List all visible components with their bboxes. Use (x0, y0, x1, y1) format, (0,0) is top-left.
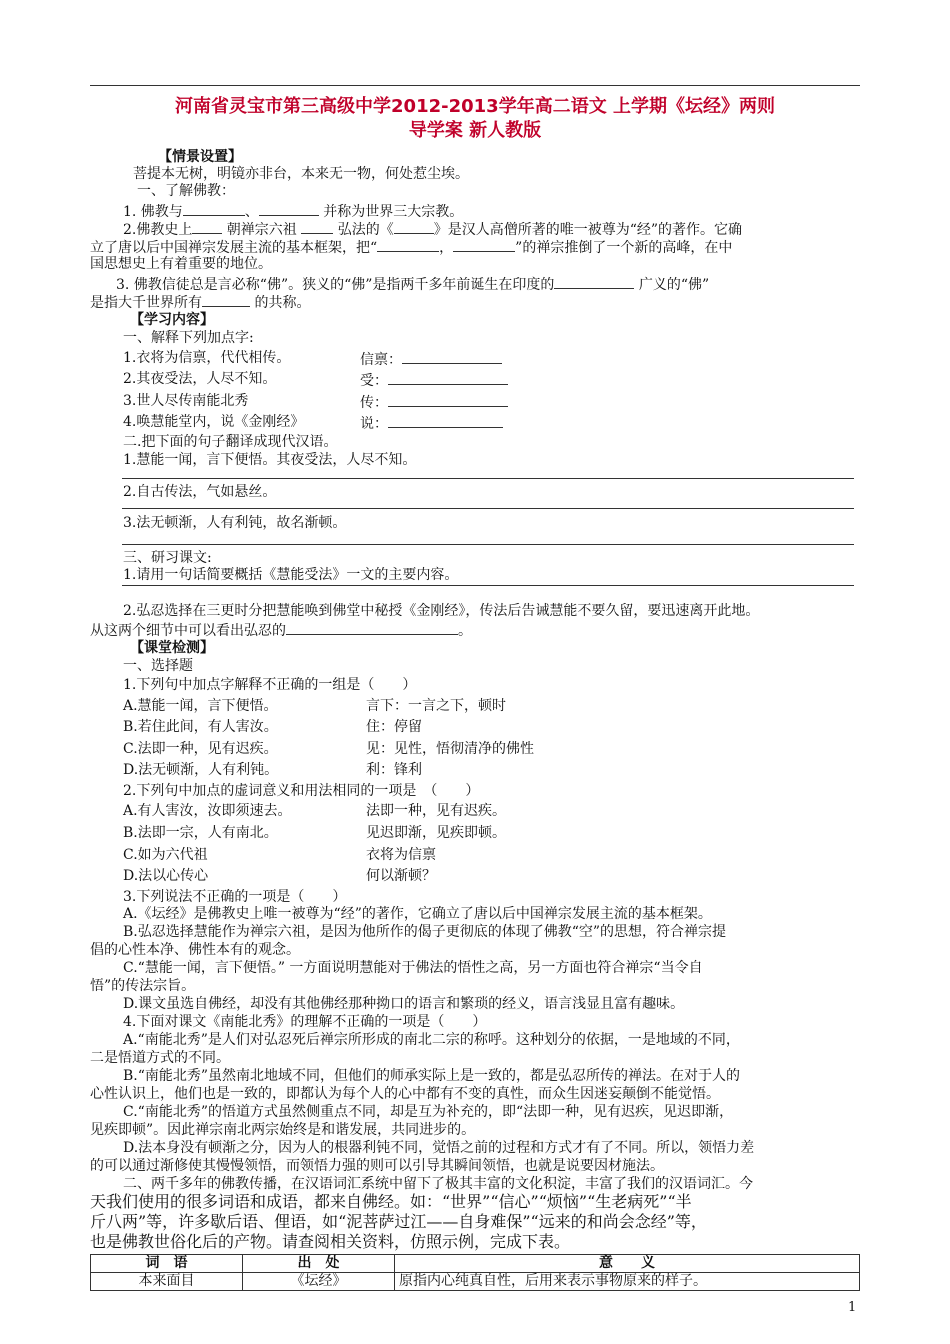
title-line-2: 导学案 新人教版 (408, 120, 542, 141)
answer-line (122, 478, 854, 479)
word-item: 2.其夜受法，人尽不知。 (123, 371, 277, 387)
word-item: 3.世人尽传南能北秀 (123, 393, 249, 409)
research-item: 从这两个细节中可以看出弘忍的 。 (90, 620, 472, 640)
mcq-option-cont: 心性认识上，他们也是一致的，即都认为每个人的心中都有不变的真性，而众生因迷妄颠倒不能觉悟。 (90, 1086, 720, 1102)
mcq-option: B.若住此间，有人害汝。 (123, 719, 278, 735)
mcq-option-cont: 悟”的传法宗旨。 (90, 978, 196, 994)
document-title (90, 95, 860, 143)
mcq-option-cont: 见疾即顿”。因此禅宗南北两宗始终是和谐发展，共同进步的。 (90, 1122, 476, 1138)
mcq-question: 3.下列说法不正确的一项是（ ） (123, 889, 347, 905)
mcq-question: 4.下面对课文《南能北秀》的理解不正确的一项是（ ） (123, 1014, 487, 1030)
fill-blank (183, 201, 245, 216)
fill-blank (286, 620, 458, 635)
table-header: 出 处 (243, 1255, 395, 1273)
paragraph-line: 斤八两”等，许多歇后语、俚语，如“泥菩萨过江——自身难保”“远来的和尚会念经”等， (90, 1212, 707, 1231)
table-cell: 《坛经》 (243, 1273, 395, 1291)
subsection-heading: 一、了解佛教： (137, 183, 235, 199)
fill-blank (259, 201, 319, 216)
mcq-option: C.“慧能一闻，言下便悟。” 一方面说明慧能对于佛法的悟性之高，另一方面也符合禅宗“当令自 (123, 960, 703, 976)
research-item: 1.请用一句话简要概括《慧能受法》一文的主要内容。 (123, 567, 459, 583)
question-line: 1. 佛教与 、 并称为世界三大宗教。 (123, 201, 463, 221)
fill-blank (394, 219, 434, 234)
word-item: 4.唤慧能堂内，说《金刚经》 (123, 414, 305, 430)
table-header: 词 语 (91, 1255, 243, 1273)
fill-blank (554, 274, 634, 289)
paragraph-line: 天我们使用的很多词语和成语，都来自佛经。如：“世界”“信心”“烦恼”“生老病死”“半 (90, 1192, 692, 1211)
mcq-option: C.如为六代祖 (123, 847, 208, 863)
subsection-heading: 一、解释下列加点字: (123, 330, 254, 346)
subsection-heading: 三、研习课文: (123, 550, 212, 566)
question-line: 3. 佛教信徒总是言必称“佛”。狭义的“佛”是指两千多年前诞生在印度的 广义的“佛” (116, 274, 709, 294)
answer-line (122, 544, 854, 545)
mcq-option: C.法即一种，见有迟疾。 (123, 741, 278, 757)
fill-blank (402, 349, 502, 364)
paragraph-line: 也是佛教世俗化后的产物。请查阅相关资料，仿照示例，完成下表。 (90, 1232, 571, 1251)
word-key: 传： (360, 392, 508, 412)
mcq-option-gloss: 利：锋利 (366, 762, 422, 778)
mcq-option: A.慧能一闻，言下便悟。 (123, 698, 278, 714)
mcq-option: A.有人害汝，汝即须速去。 (123, 803, 292, 819)
mcq-option: D.法无顿渐，人有利钝。 (123, 762, 279, 778)
mcq-option-cont: 倡的心性本净、佛性本有的观念。 (90, 942, 300, 958)
poem-line: 菩提本无树，明镜亦非台，本来无一物，何处惹尘埃。 (133, 166, 469, 182)
fill-blank (388, 392, 508, 407)
word-key: 受： (360, 370, 508, 390)
section-heading-test: 【课堂检测】 (130, 640, 214, 656)
mcq-question: 2.下列句中加点的虚词意义和用法相同的一项是 （ ） (123, 783, 480, 799)
question-line: 2.佛教史上 朝禅宗六祖 弘法的《 》是汉人高僧所著的唯一被尊为“经”的著作。它确 (123, 219, 742, 239)
table-header-row (91, 1255, 860, 1273)
paragraph-line: 二、两千多年的佛教传播，在汉语词汇系统中留下了极其丰富的文化积淀，丰富了我们的汉语词汇。今 (123, 1176, 753, 1192)
table-cell: 原指内心纯真自性，后用来表示事物原来的样子。 (395, 1273, 860, 1291)
mcq-option-gloss: 住：停留 (366, 719, 422, 735)
word-key: 信禀： (360, 349, 502, 369)
subsection-heading: 一、选择题 (123, 658, 193, 674)
answer-line (122, 585, 854, 586)
mcq-option: D.法以心传心 (123, 868, 209, 884)
mcq-option: C.“南能北秀”的悟道方式虽然侧重点不同，却是互为补充的，即“法即一种，见有迟疾，见迟即渐， (123, 1104, 734, 1120)
section-heading-study: 【学习内容】 (130, 312, 214, 328)
fill-blank (388, 370, 508, 385)
mcq-option-gloss: 言下：一言之下，顿时 (366, 698, 506, 714)
mcq-option: D.法本身没有顿渐之分，因为人的根器利钝不同，觉悟之前的过程和方式才有了不同。所以，领悟力差 (123, 1140, 755, 1156)
question-line: 立了唐以后中国禅宗发展主流的基本框架，把“ ， ”的禅宗推倒了一个新的高峰，在中 (90, 237, 732, 257)
fill-blank (453, 237, 515, 252)
mcq-option: D.课文虽选自佛经，却没有其他佛经那种拗口的语言和繁琐的经义，语言浅显且富有趣味。 (123, 996, 685, 1012)
mcq-option-cont: 的可以通过渐修使其慢慢领悟，而领悟力强的则可以引导其瞬间领悟，也就是说要因材施法。 (90, 1158, 664, 1174)
section-heading-scenario: 【情景设置】 (158, 149, 242, 165)
mcq-option: B.“南能北秀”虽然南北地域不同，但他们的师承实际上是一致的，都是弘忍所传的禅法。在对于人的 (123, 1068, 741, 1084)
translate-item: 2.自古传法，气如悬丝。 (123, 484, 277, 500)
mcq-question: 1.下列句中加点字解释不正确的一组是（ ） (123, 677, 417, 693)
question-line: 国思想史上有着重要的地位。 (90, 256, 272, 272)
translate-item: 1.慧能一闻，言下便悟。其夜受法，人尽不知。 (123, 452, 417, 468)
header-rule (90, 85, 860, 86)
mcq-option: A.“南能北秀”是人们对弘忍死后禅宗所形成的南北二宗的称呼。这种划分的依据，一是地域的不同， (123, 1032, 740, 1048)
word-item: 1.衣将为信禀，代代相传。 (123, 350, 291, 366)
mcq-option: B.弘忍选择慧能作为禅宗六祖，是因为他所作的偈子更彻底的体现了佛教“空”的思想，符合禅宗提 (123, 924, 727, 940)
word-key: 说： (360, 413, 503, 433)
mcq-option-compare: 法即一种，见有迟疾。 (366, 803, 506, 819)
research-item: 2.弘忍选择在三更时分把慧能唤到佛堂中秘授《金刚经》，传法后告诫慧能不要久留，要迅速离开此地。 (123, 603, 760, 619)
fill-blank (192, 219, 222, 234)
page-number: 1 (848, 1300, 857, 1315)
table-row (91, 1273, 860, 1291)
fill-blank (388, 413, 503, 428)
translate-item: 3.法无顿渐，人有利钝，故名渐顿。 (123, 515, 347, 531)
question-line: 是指大千世界所有 的共称。 (90, 292, 310, 312)
mcq-option-compare: 何以渐顿？ (366, 868, 436, 884)
fill-blank (202, 292, 250, 307)
mcq-option-cont: 二是悟道方式的不同。 (90, 1050, 230, 1066)
table-header: 意 义 (395, 1255, 860, 1273)
mcq-option-compare: 衣将为信禀 (366, 847, 436, 863)
vocabulary-table (90, 1254, 860, 1291)
fill-blank (377, 237, 439, 252)
mcq-option-gloss: 见：见性，悟彻清净的佛性 (366, 741, 534, 757)
answer-line (122, 508, 854, 509)
table-cell: 本来面目 (91, 1273, 243, 1291)
mcq-option-compare: 见迟即渐，见疾即顿。 (366, 825, 506, 841)
fill-blank (301, 219, 333, 234)
mcq-option: A.《坛经》是佛教史上唯一被尊为“经”的著作，它确立了唐以后中国禅宗发展主流的基本框架。 (123, 906, 712, 922)
title-line-1: 河南省灵宝市第三高级中学2012-2013学年高二语文 上学期《坛经》两则 (175, 96, 775, 117)
mcq-option: B.法即一宗，人有南北。 (123, 825, 278, 841)
subsection-heading: 二.把下面的句子翻译成现代汉语。 (123, 434, 338, 450)
